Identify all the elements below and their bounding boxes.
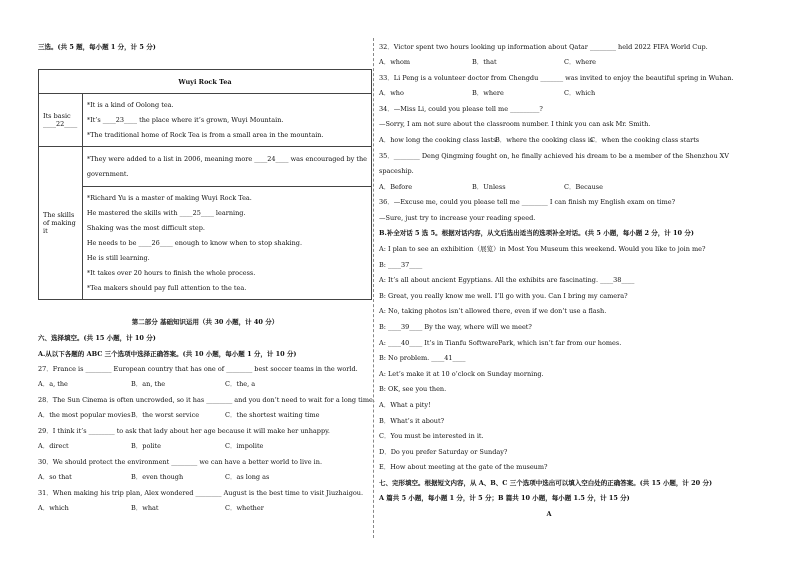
option-30b: B．even though [131, 473, 184, 481]
dialogue-line: B: OK, see you then. [379, 385, 447, 393]
option-31a: A．which [38, 504, 69, 512]
question-34-reply: —Sorry, I am not sure about the classroom number. I think you can ask Mr. Smith. [379, 120, 651, 128]
option-30a: A．so that [38, 473, 72, 481]
sectionB-heading: B.补全对话 5 选 5。根据对话内容，从文后选出适当的选项补全对话。(共 5 小题，每小题 2 分，计 10 分) [379, 229, 694, 237]
option-33a: A．who [379, 89, 404, 97]
option-29b: B．polite [131, 442, 161, 450]
dialogue-line: A: I plan to see an exhibition（展览）in Most You Museum this weekend. Would you like to join me? [379, 245, 706, 253]
option-31c: C．whether [225, 504, 264, 512]
option-32c: C．where [564, 58, 597, 66]
option-34a: A．how long the cooking class lasts [379, 136, 497, 144]
question-35-cont: spaceship. [379, 167, 414, 175]
row1-line: *It’s ____23____ the place where it’s grown, Wuyi Mountain. [86, 116, 284, 124]
row3-line: *Richard Yu is a master of making Wuyi Rock Tea. [86, 194, 252, 202]
option-e: E．How about meeting at the gate of the museum? [379, 463, 548, 471]
row3-line: *It takes over 20 hours to finish the whole process. [86, 269, 256, 277]
row1-line: *It is a kind of Oolong tea. [86, 101, 174, 109]
option-b: B．What’s it about? [379, 417, 445, 425]
dialogue-line: A: Let’s make it at 10 o’clock on Sunday morning. [379, 370, 544, 378]
column-divider [373, 38, 374, 538]
option-32a: A．whom [379, 58, 411, 66]
row1-content [82, 94, 371, 147]
passage-a-title: A [546, 510, 552, 518]
option-d: D．Do you prefer Saturday or Sunday? [379, 448, 508, 456]
question-36: 36．—Excuse me, could you please tell me ________ I can finish my English exam on time? [379, 198, 676, 206]
row2-line: government. [86, 170, 129, 178]
row3-label: The skills of making it [39, 147, 83, 300]
option-c: C．You must be interested in it. [379, 432, 484, 440]
part2-heading: 第二部分 基础知识运用（共 30 小题，计 40 分） [131, 318, 279, 326]
option-27b: B．an, the [131, 380, 166, 388]
dialogue-line: A: ____40____ It’s in Tianfu SoftwarePark, which isn’t far from our homes. [379, 339, 622, 347]
question-27: 27．France is ________ European country that has one of ________ best soccer teams in the world. [38, 365, 358, 373]
row2-content [82, 147, 371, 187]
dialogue-line: B: ____39____ By the way, where will we meet? [379, 323, 532, 331]
dialogue-line: B: Great, you really know me well. I’ll go with you. Can I bring my camera? [379, 292, 628, 300]
option-35c: C．Because [564, 183, 603, 191]
option-33c: C．which [564, 89, 596, 97]
section3-heading: 三选。(共 5 题，每小题 1 分，计 5 分) [38, 43, 156, 51]
question-36-reply: —Sure, just try to increase your reading speed. [379, 214, 536, 222]
option-35a: A．Before [379, 183, 413, 191]
question-35: 35．________ Deng Qingming fought on, he finally achieved his dream to be a member of the Shenzhou XV [379, 152, 729, 160]
row3-line: He mastered the skills with ____25____ learning. [86, 209, 246, 217]
option-27c: C．the, a [225, 380, 256, 388]
option-28b: B．the worst service [131, 411, 200, 419]
option-28c: C．the shortest waiting time [225, 411, 320, 419]
sectionA-heading: A.从以下各题的 ABC 三个选项中选择正确答案。(共 10 小题，每小题 1 分，计 10 分) [38, 350, 297, 358]
dialogue-line: B: ____37____ [379, 261, 423, 269]
question-29: 29．I think it’s ________ to ask that lady about her age because it will make her unhappy. [38, 427, 330, 435]
dialogue-line: A: No, taking photos isn’t allowed there, even if we don’t use a flash. [379, 307, 607, 315]
option-33b: B．where [472, 89, 504, 97]
row3-line: He needs to be ____26____ enough to know when to stop shaking. [86, 239, 303, 247]
row1-label: Its basic ____22____ [39, 94, 83, 147]
option-30c: C．as long as [225, 473, 270, 481]
row2-line: *They were added to a list in 2006, meaning more ____24____ was encouraged by the [86, 155, 367, 163]
dialogue-line: B: No problem. ____41____ [379, 354, 466, 362]
option-35b: B．Unless [472, 183, 506, 191]
option-28a: A．the most popular movies [38, 411, 131, 419]
row3-line: *Tea makers should pay full attention to the tea. [86, 284, 247, 292]
option-34b: B．where the cooking class is [495, 136, 594, 144]
option-a: A．What a pity! [379, 401, 431, 409]
option-27a: A．a, the [38, 380, 68, 388]
option-29c: C．impolite [225, 442, 264, 450]
question-34: 34．—Miss Li, could you please tell me _________? [379, 105, 543, 113]
table-title: Wuyi Rock Tea [39, 70, 372, 94]
question-30: 30．We should protect the environment ________ we can have a better world to live in. [38, 458, 323, 466]
question-28: 28．The Sun Cinema is often uncrowded, so it has ________ and you don’t need to wait for a long time. [38, 396, 375, 404]
section7-heading: 七、完形填空。根据短文内容，从 A、B、C 三个选项中选出可以填入空白处的正确答案。(共 15 小题，计 20 分) [379, 479, 713, 487]
row3-line: He is still learning. [86, 254, 150, 262]
option-29a: A．direct [38, 442, 69, 450]
section6-heading: 六、选择填空。(共 15 小题，计 10 分) [38, 334, 156, 342]
option-32b: B．that [472, 58, 497, 66]
row3-content [82, 187, 371, 300]
question-33: 33．Li Peng is a volunteer doctor from Chengdu _______ was invited to enjoy the beautiful spring in Wuhan. [379, 74, 734, 82]
dialogue-line: A: It’s all about ancient Egyptians. All the exhibits are fascinating. ____38____ [379, 276, 635, 284]
option-34c: C．when the cooking class starts [590, 136, 700, 144]
row3-line: Shaking was the most difficult step. [86, 224, 205, 232]
question-31: 31．When making his trip plan, Alex wondered ________ August is the best time to visit Jiuzhaigou. [38, 489, 364, 497]
option-31b: B．what [131, 504, 159, 512]
row1-line: *The traditional home of Rock Tea is from a small area in the mountain. [86, 131, 324, 139]
wuyi-tea-table [38, 69, 372, 300]
section7-subheading: A 篇共 5 小题，每小题 1 分，计 5 分；B 篇共 10 小题，每小题 1.5 分，计 15 分) [379, 494, 630, 502]
question-32: 32．Victor spent two hours looking up information about Qatar ________ held 2022 FIFA World Cup. [379, 43, 708, 51]
